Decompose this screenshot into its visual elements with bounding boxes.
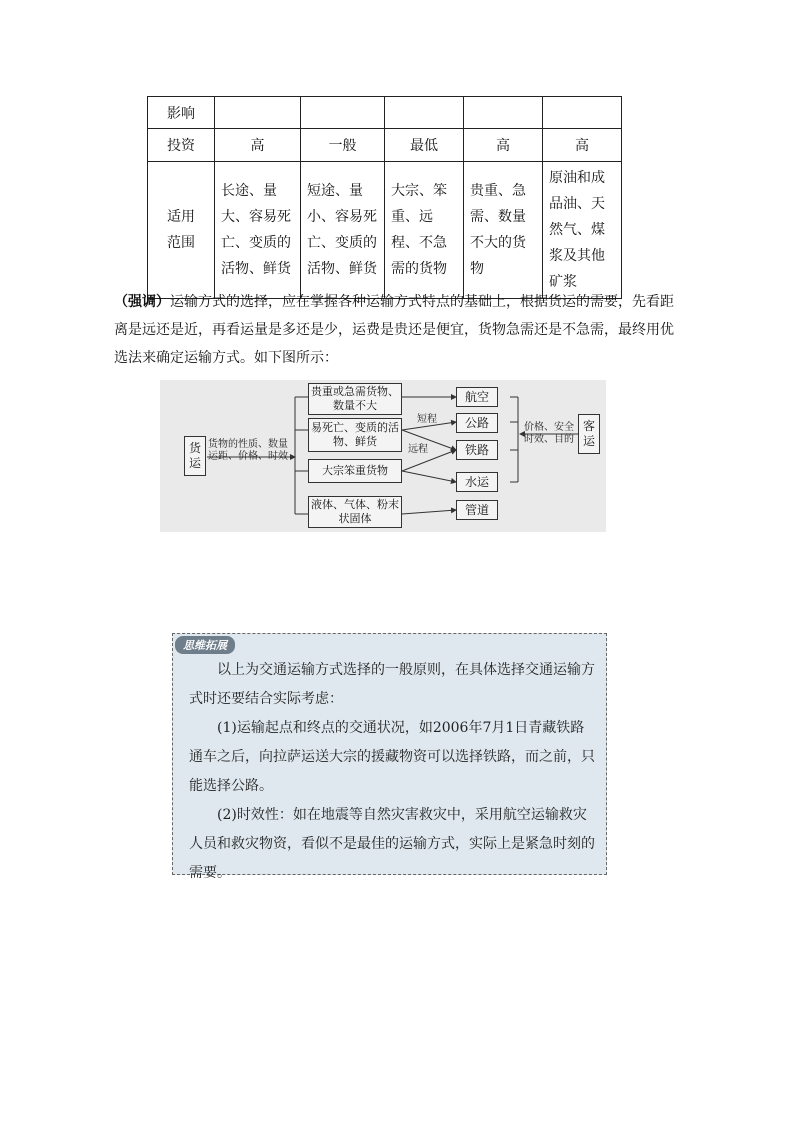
note-title: 思维拓展 <box>175 636 235 654</box>
row-label: 投资 <box>148 129 215 162</box>
emphasis-paragraph <box>114 288 679 372</box>
table-cell: 长途、量大、容易死亡、变质的活物、鲜货 <box>215 162 301 299</box>
emphasis-lead: （强调） <box>114 294 170 310</box>
table-row <box>148 97 622 129</box>
mode-rail: 铁路 <box>456 440 498 460</box>
table-cell: 短途、量小、容易死亡、变质的活物、鲜货 <box>301 162 385 299</box>
mode-air: 航空 <box>456 387 498 407</box>
table-cell: 一般 <box>301 129 385 162</box>
note-paragraph: (2)时效性：如在地震等自然灾害救灾中，采用航空运输救灾人员和救灾物资，看似不是最佳的运输方式，实际上是紧急时刻的需要。 <box>189 807 595 881</box>
freight-factors-label: 货物的性质、数量运距、价格、时效 <box>208 439 288 462</box>
freight-box: 货运 <box>184 436 206 476</box>
long-distance-label: 远程 <box>408 444 428 455</box>
table-cell <box>543 97 622 129</box>
table-cell <box>301 97 385 129</box>
table-cell: 贵重、急需、数量不大的货物 <box>464 162 543 299</box>
table-cell: 高 <box>215 129 301 162</box>
table-cell: 原油和成品油、天然气、煤浆及其他矿浆 <box>543 162 622 299</box>
table-cell: 大宗、笨重、远程、不急需的货物 <box>385 162 464 299</box>
table-cell <box>215 97 301 129</box>
table-cell: 高 <box>464 129 543 162</box>
short-distance-label: 短程 <box>417 414 437 425</box>
cargo-type-perishable: 易死亡、变质的活物、鲜货 <box>308 418 402 452</box>
comparison-table <box>147 96 622 299</box>
emphasis-text: 运输方式的选择，应在掌握各种运输方式特点的基础上，根据货运的需要，先看距离是远还是近，再看运量是多还是少，运费是贵还是便宜，货物急需还是不急需，最终用优选法来确定运输方式。如下图所示： <box>114 294 674 366</box>
mode-road: 公路 <box>456 413 498 433</box>
table-cell <box>385 97 464 129</box>
cargo-type-bulk: 大宗笨重货物 <box>308 459 402 483</box>
mode-pipeline: 管道 <box>456 500 498 520</box>
row-label: 适用范围 <box>148 162 215 299</box>
mode-water: 水运 <box>456 472 498 492</box>
table-cell: 高 <box>543 129 622 162</box>
transport-selection-diagram <box>160 380 606 532</box>
table-cell: 最低 <box>385 129 464 162</box>
extension-note-box <box>172 633 607 881</box>
table-row <box>148 129 622 162</box>
note-paragraph: (1)运输起点和终点的交通状况，如2006年7月1日青藏铁路通车之后，向拉萨运送大宗的援藏物资可以选择铁路，而之前，只能选择公路。 <box>189 720 595 794</box>
cargo-type-fluid: 液体、气体、粉末状固体 <box>308 496 402 528</box>
note-paragraph: 以上为交通运输方式选择的一般原则，在具体选择交通运输方式时还要结合实际考虑： <box>189 662 595 707</box>
passenger-box: 客运 <box>578 414 600 454</box>
table-cell <box>464 97 543 129</box>
table-row <box>148 162 622 299</box>
passenger-factors-label: 价格、安全时效、目的 <box>524 422 574 445</box>
row-label: 影响 <box>148 97 215 129</box>
cargo-type-valuable: 贵重或急需货物、数量不大 <box>308 383 402 415</box>
note-body <box>189 656 597 888</box>
